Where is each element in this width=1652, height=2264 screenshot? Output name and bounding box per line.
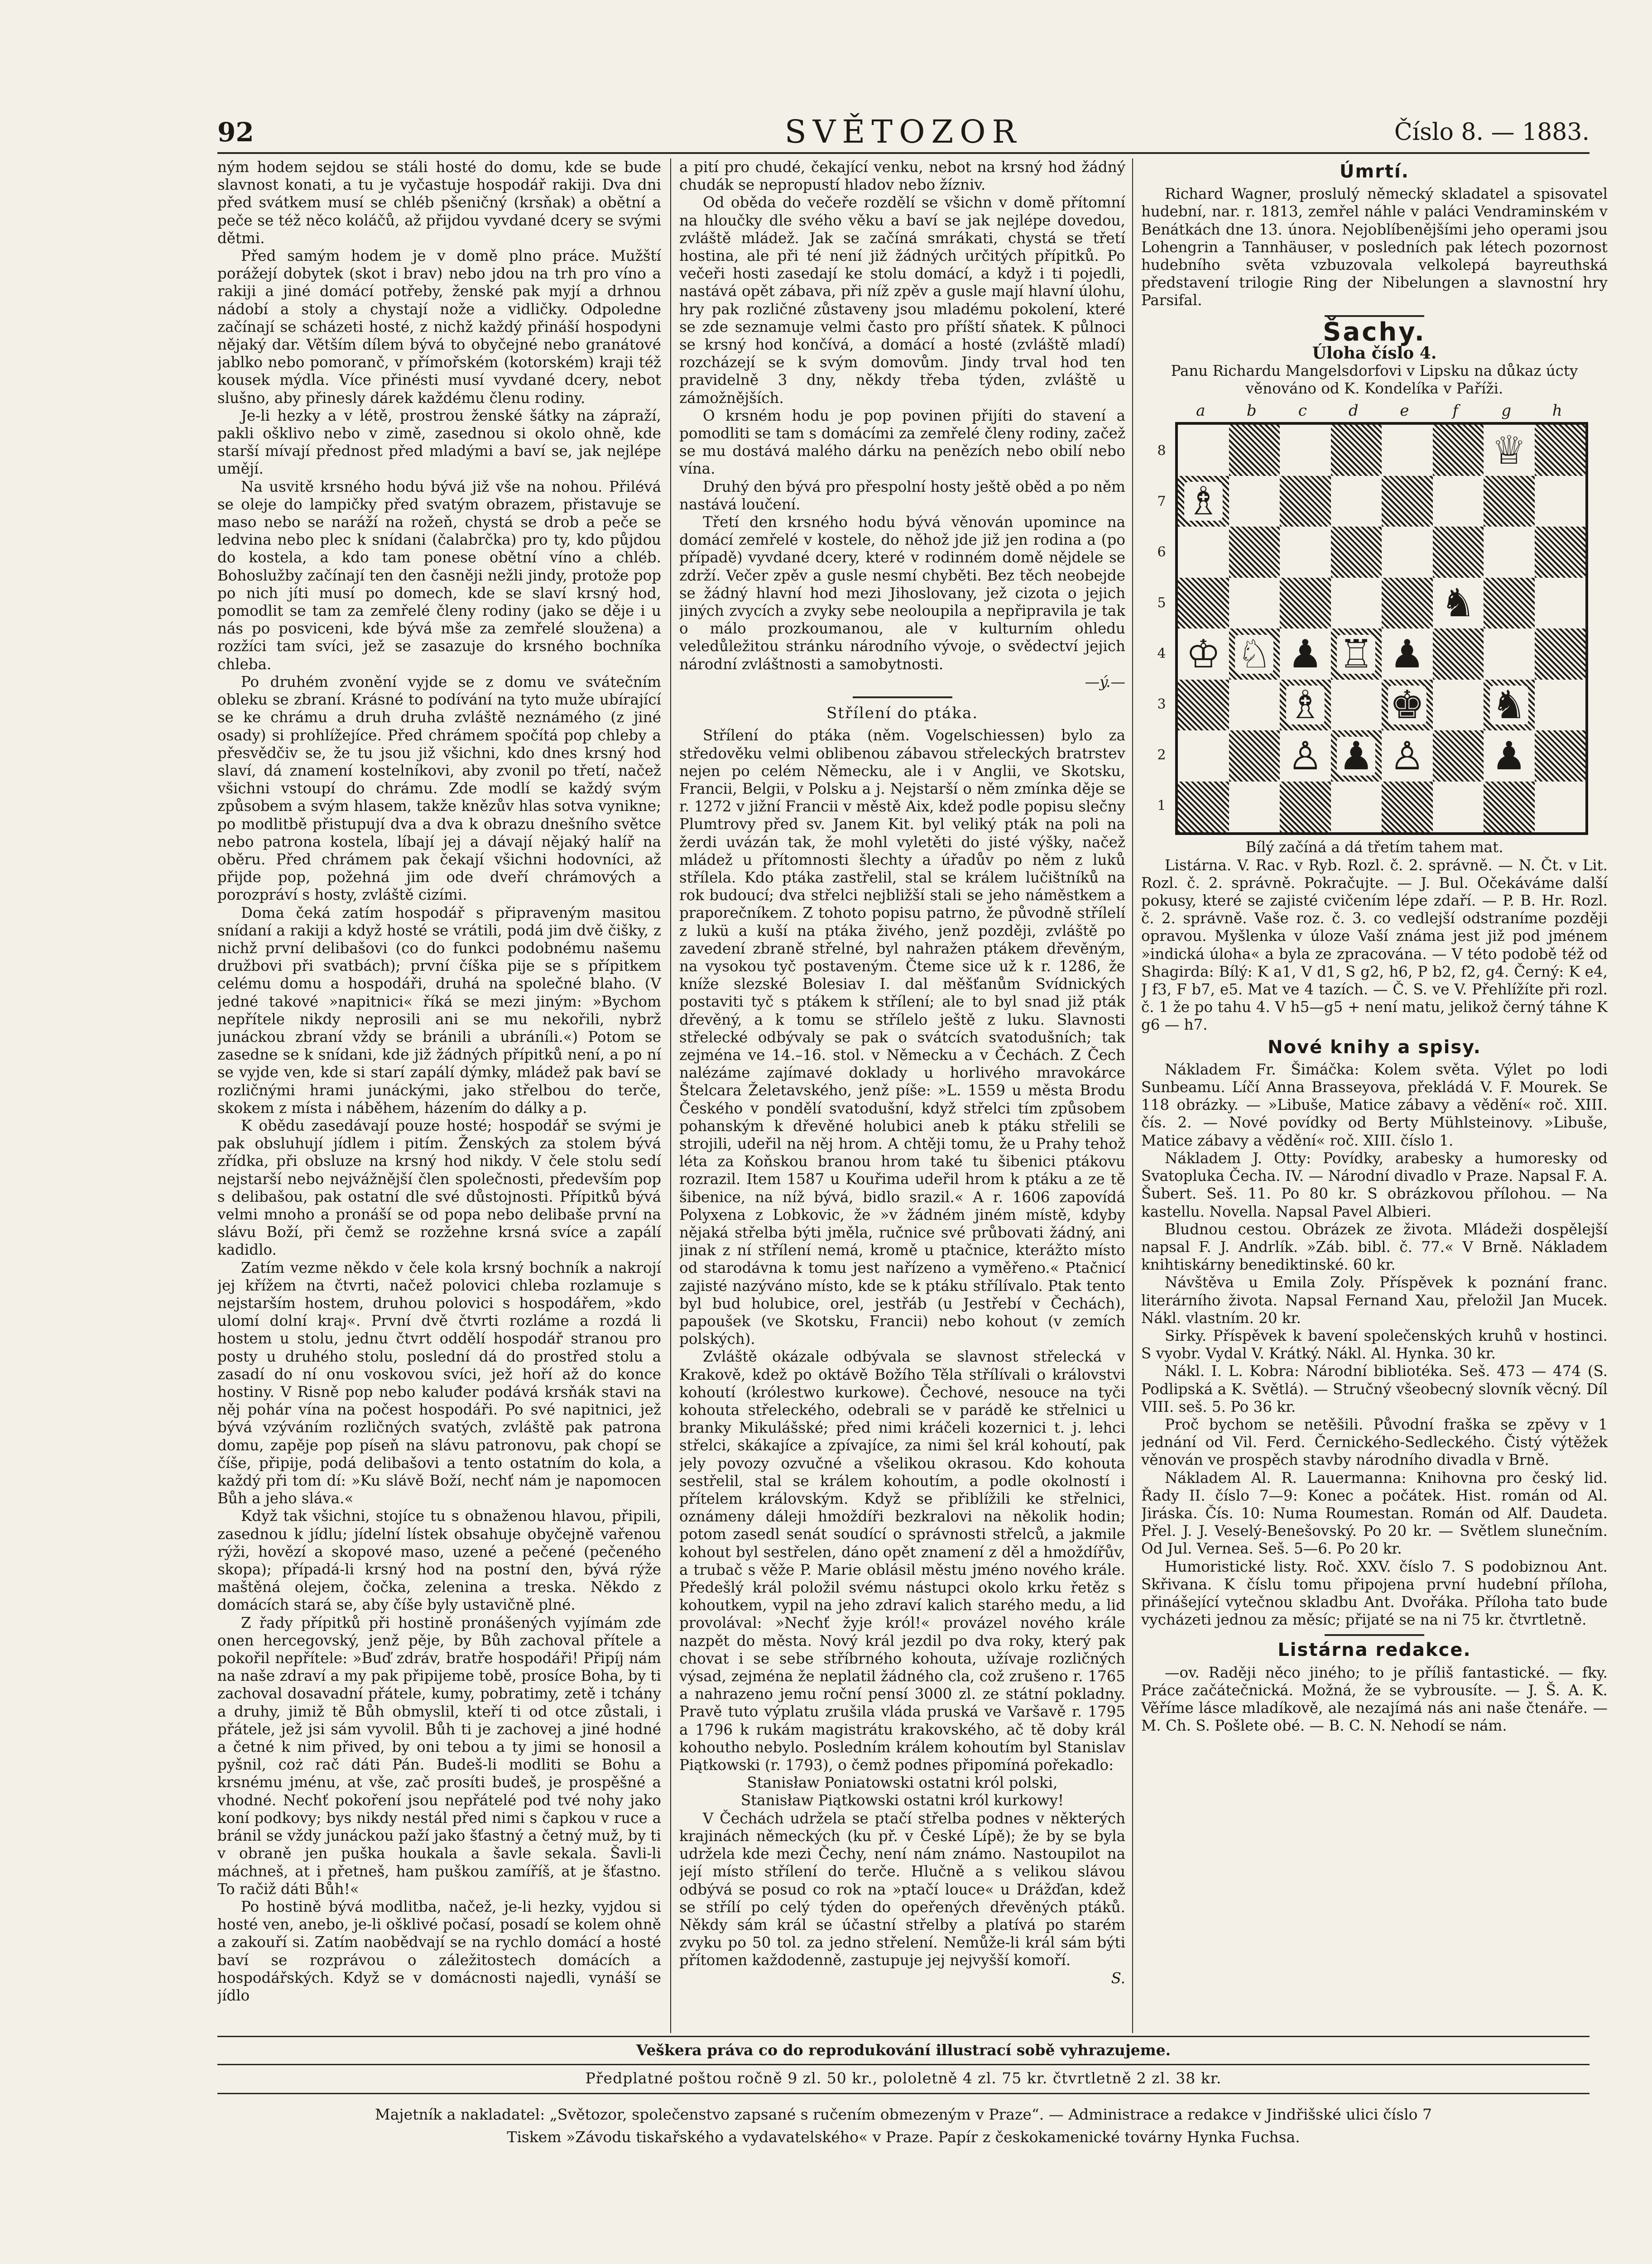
- footer-rule: [217, 2064, 1590, 2065]
- chess-piece: ♗: [1286, 686, 1325, 724]
- board-square: [1535, 628, 1586, 680]
- board-square: [1178, 476, 1229, 527]
- rank-label: 2: [1157, 747, 1166, 763]
- header-rule: [217, 152, 1590, 154]
- board-square: [1331, 425, 1382, 476]
- board-file-labels: [1175, 402, 1583, 422]
- books-heading: Nové knihy a spisy.: [1268, 1036, 1481, 1058]
- page-number: 92: [217, 117, 254, 148]
- paragraph: V Čechách udržela se ptačí střelba podnes v některých krajinách německých (ku př. v České Lípě); že by se byla udržela kde mezi Čechy, není nám známo. Nastoupilot na její místo střílení do terče. Hlučně a s velikou slávou odbývá se posud co rok na »ptačí louce« u Drážďan, kdež se střílí po celý týden do opeřených dřevěných ptáků. Někdy sám král se účastní střelby a platívá po starém zvyku po 50 tol. za jedno střelení. Nemůže-li král sám býti přítomen každodenně, zastupuje jej nejvyšší komoří.: [679, 1809, 1125, 1969]
- paragraph: Druhý den bývá pro přespolní hosty ještě oběd a po něm nastává loučení.: [679, 478, 1125, 513]
- footer-rule: [217, 2093, 1590, 2094]
- column-2: [679, 158, 1125, 2033]
- paragraph: Po hostině bývá modlitba, načež, je-li hezky, vyjdou si hosté ven, anebo, je-li ošklivé počasí, posadí se kolem ohně a zakouří si. Zatím naobědvají se na rychlo domácí a hosté baví se rozprávou o záležitostech domácích a hospodářských. Když se v domácnosti najedli, vynáší se jídlo: [217, 1898, 661, 2004]
- chess-piece: ♙: [1388, 737, 1426, 776]
- board-square: [1535, 578, 1586, 629]
- book-notice: Humoristické listy. Roč. XXV. číslo 7. S podobiznou Ant. Skřivana. K číslu tomu připojena první hudební příloha, přinášející vytečnou skladbu Ant. Dvořáka. Příloha tato bude vycházeti jednou za měsíc; přijaté se na ni 75 kr. čtvrtletně.: [1141, 1558, 1608, 1629]
- problem-dedication: Panu Richardu Mangelsdorfovi v Lipsku na důkaz úcty věnováno od K. Kondelíka v Paříži.: [1171, 362, 1578, 398]
- rank-label: 4: [1157, 646, 1166, 662]
- column-divider-right: [1132, 158, 1133, 2033]
- chess-piece: ♖: [1337, 635, 1375, 674]
- board-square: [1178, 782, 1229, 833]
- board-square: [1433, 527, 1484, 578]
- board-square: [1484, 476, 1535, 527]
- paragraph: Střílení do ptáka (něm. Vogelschiessen) bylo za středověku velmi oblibenou zábavou střeleckých bratrstev nejen po celém Německu, ale i v Anglii, ve Skotsku, Francii, Belgii, v Polsku a j. Nejstarší o něm zmínka děje se r. 1272 v jižní Francii v městě Aix, kdež podle popisu slečny Plumtrovy před sv. Janem Kit. byl veliký pták na poli na žerdi uvázán tak, že mohl vyletěti do jisté výšky, načež mládež u přítomnosti šlechty a úřadův po něm z luků střílela. Kdo ptáka zastřelil, stal se králem lučištníků na rok budoucí; dva střelci nejbližší stali se jeho náměstkem a praporečníkem. Z tohoto popisu patrno, že původně střílelí z lukü a kuší na ptáka živého, jenž později, zvláště po zavedení zbraně střelné, byl nahražen ptákem dřevěným, na vysokou tyč postaveným. Čteme sice už k r. 1286, že kníže slezské Bolesiav I. dal měšťanům Svídnických postaviti tyč s ptákem k střílení; ale to byl snad již pták dřevěný, a k tomu se střílelo ještě z luku. Slavnosti střelecké odbývaly se pak o svátcích svatodušních; tak zejména ve 14.–16. stol. v Německu a v Čechách. Z Čech nalézáme zajímavé doklady u horlivého mravokárce Štelcara Želetavského, jenž píše: »L. 1559 u města Brodu Českého v pondělí svatodušní, když střelci tím způsobem pohanským k dřevěné holubici aneb k ptáku střelili se strojili, udeřil na něj hrom. A chtěji tomu, že u Prahy tehož léta za Koňskou branou hrom také tu šibenici ptákovu rozrazil. Item 1587 u Kouřima udeřil hrom k ptáku a ze tě šibenice, na níž bývá, bidlo srazil.« A r. 1606 zapovídá Polyxena z Lobkovic, že »v žádném jiném místě, kdyby nějaká střelba býti jměla, ručnice své průbovati žádný, ani jinak z ní střílení nemá, kromě u ptačnice, kterážto místo od starodávna k tomu jest nařízeno a vyměřeno.« Ptačnicí zajisté nazýváno místo, kde se k ptáku střílívalo. Ptak tento byl bud holubice, orel, jestřáb (u Jestřebí v Čechách), papoušek (ve Skotsku, Francii) nebo kohout (v zemích polských).: [679, 727, 1125, 1348]
- book-notice: Nákl. I. L. Kobra: Národní bibliotéka. Seš. 473 — 474 (S. Podlipská a K. Světlá). — Stručný všeobecný slovník věcný. Díl VIII. seš. 5. Po 36 kr.: [1141, 1362, 1608, 1415]
- board-square: [1382, 425, 1433, 476]
- board-square: [1331, 578, 1382, 629]
- board-square: [1229, 527, 1280, 578]
- board-square: [1280, 527, 1331, 578]
- board-square: [1331, 680, 1382, 731]
- board-square: [1484, 527, 1535, 578]
- file-label: g: [1501, 402, 1512, 420]
- section-rule: [853, 696, 952, 698]
- board-square: [1433, 730, 1484, 782]
- rank-label: 8: [1157, 443, 1166, 459]
- board-square: [1280, 782, 1331, 833]
- chess-piece: ♞: [1490, 686, 1528, 724]
- file-label: b: [1246, 402, 1257, 420]
- file-label: e: [1400, 402, 1409, 420]
- paragraph: Po druhém zvonění vyjde se z domu ve svátečním obleku se zbraní. Krásné to podívání na tyto muže ubírající se ke chrámu a druh druha zvláště neznámého (z jiné osady) si prohlížejíce. Před chrámem spočítá pop chleby a přesvědčiv se, že tu jsou již všichni, kdo dnes krsný hod slaví, dá znamení kostelníkovi, aby zvonil po třetí, načež všichni vstoupí do chrámu. Zde modlí se každý svým způsobem a svým hlasem, takže knězův hlas sotva vyniknе; po modlitbě přistupují dva a dva k obrazu dnešního světce nebo patrona kostela, líbají jej a dávají nějaký halíř na oběru. Před chrámem pak čekají všichni hodovníci, až přijde pop, požehná jim ode dveří chrámových a porozpráví s hosty, zvláště cizími.: [217, 673, 661, 904]
- board-square: [1280, 425, 1331, 476]
- book-notice: Bludnou cestou. Obrázek ze života. Mládeži dospělejší napsal F. J. Andrlík. »Záb. bibl. č. 77.« V Brně. Nákladem knihtiskárny benediktinské. 60 kr.: [1141, 1220, 1608, 1274]
- paragraph: Od oběda do večeře rozdělí se všichn v domě přítomní na hloučky dle svého věku a baví se jak nejlépe dovedou, zvláště mládež. Jak se začíná smrákati, chystá se třetí hostina, ale při té není již žádných určitých přípitků. Po večeři hosti zasedají ke stolu domácí, a když i ti pojedli, nastává opět zábava, při níž zpěv a gusle mají hlavní úlohu, hry pak rozličné zůstaveny jsou mladému pokolení, které se zde seznamuje velmi často pro příští sňatek. K půlnoci se krsný hod končívá, a domácí a hosté (zvláště mladí) rozcházejí se k svým domovům. Jindy trval hod ten pravidelně 3 dny, někdy třeba týden, zvláště u zámožnějších.: [679, 194, 1125, 407]
- chess-piece: ♟: [1388, 635, 1426, 674]
- board-square: [1229, 730, 1280, 782]
- paragraph: a pití pro chudé, čekající venku, nebot na krsný hod žádný chudák se nepropustí hladov nebo žízniv.: [679, 158, 1125, 194]
- paragraph: Třetí den krsného hodu bývá věnován upomince na domácí zemřelé v kostele, do něhož jde již jen rodina a (po případě) vyvdané dcery, které v rodinném domě nějdele se zdrží. Večer zpěv a gusle nesmí chyběti. Bez těch neobejde se žádný hlavní hod mezi Jihoslovany, jež cizota o jejich jiných zvycích a zvyky sebe neoloupila a nepřipravila je tak o málo prozkoumanou, ale v kulturním ohledu veledůležitou stránku národního vývoje, o svědectví jejich národní zvláštnosti a samobytnosti.: [679, 513, 1125, 673]
- paragraph: ným hodem sejdou se stáli hosté do domu, kde se bude slavnost konati, a tu je vyčastuje hospodář rakiji. Dva dni před svátkem musí se chléb pšeničný (krsňak) a obětní a peče se též něco koláčů, až přijdou vyvdané dcery se svými dětmi.: [217, 158, 661, 247]
- chess-heading: Šachy.: [1323, 317, 1426, 347]
- board-square: [1280, 680, 1331, 731]
- column-divider-left: [670, 158, 671, 2033]
- chess-piece: ♟: [1286, 635, 1325, 674]
- board-square: [1178, 578, 1229, 629]
- board-square: [1484, 730, 1535, 782]
- book-notice: Návštěva u Emila Zoly. Příspěvek k poznání franc. literárního života. Napsal Fernand Xau, přeložil Jan Mucek. Nákl. vlastním. 20 kr.: [1141, 1274, 1608, 1327]
- board-square: [1280, 476, 1331, 527]
- board-square: [1229, 425, 1280, 476]
- verse-line: Stanisław Poniatowski ostatni król polski,: [747, 1774, 1058, 1792]
- board-square: [1382, 476, 1433, 527]
- books-list: [1141, 1061, 1608, 1629]
- board-square: [1433, 578, 1484, 629]
- chess-piece: ♟: [1337, 737, 1375, 776]
- book-notice: Nákladem Al. R. Lauermanna: Knihovna pro český lid. Řady II. číslo 7—9: Konec a počátek. Hist. román od Al. Jiráska. Čís. 10: Numa Roumestan. Román od Alf. Daudeta. Přel. J. J. Veselý-Benešovský. Po 20 kr. — Světlem slunečním. Od Jul. Vernea. Seš. 5—6. Po 20 kr.: [1141, 1469, 1608, 1558]
- board-square: [1280, 628, 1331, 680]
- board-square: [1280, 730, 1331, 782]
- board-square: [1484, 782, 1535, 833]
- board-square: [1331, 730, 1382, 782]
- author-signature: —ý.—: [1085, 673, 1125, 691]
- board-square: [1178, 628, 1229, 680]
- board-square: [1484, 680, 1535, 731]
- board-square: [1229, 782, 1280, 833]
- board-square: [1178, 425, 1229, 476]
- column-3: [1141, 158, 1608, 2033]
- issue-number: Číslo 8. — 1883.: [1394, 119, 1590, 146]
- paragraph: Zatím vezme někdo v čele kola krsný bochník a nakrojí jej křížem na čtvrti, načež polovici chleba rozlamuje s nejstarším hostem, druhou polovici s hospodářem, »kdo ulomí dolní kraj«. První dvě čtvrti rozláme a rozdá li hostem u stolu, jednu čtvrt oddělí hospodář stranou pro posty u druhého stolu, poslední dá do prostřed stolu a zasadí do ní onu voskovou svíci, jež hoří až do konce hostiny. V Risně pop nebo kaluđer podává krsňák stavi na něj pohár vína na počest hospodáři. Po své napitnici, jež bývá vzýváním rozličných svatých, zvláště pak patrona domu, zapěje pop píseň na slávu patronovu, pak chopí se číše, připije, podá delibašovi a tento ostatním do kola, a každý při tom dí: »Ku slávě Boží, nechť nám je napomocen Bůh a jeho sláva.«: [217, 1259, 661, 1507]
- paragraph: Na usvitě krsného hodu bývá již vše na nohou. Přilévá se oleje do lampičky před svatým obrazem, přistavuje se maso nebo se naráží na rožeň, chystá se drob a peče se ledvina nebo plec k snídani (čalabrčka) pro ty, kdo půjdou do kostela, a kdo tam ponese obětní víno a chléb. Bohoslužby začínají ten den časněji nežli jindy, protože pop po nich jíti musí po domech, kde se slaví krsný hod, pomodlit se tam za zemřelé členy rodiny (jako se děje i u nás po posviceni, kde bývá mše za zemřelé sloužena) a rozžíci tam svíci, jež se zasazuje do krsného bochníka chleba.: [217, 478, 661, 673]
- chess-piece: ♟: [1490, 737, 1528, 776]
- page-header: [217, 113, 1590, 149]
- file-label: c: [1298, 402, 1307, 420]
- section-rule: [1325, 1634, 1424, 1636]
- board-square: [1280, 578, 1331, 629]
- author-signature: S.: [1111, 1969, 1125, 1987]
- masthead-title: SVĚTOZOR: [784, 113, 1023, 150]
- paragraph: Když tak všichni, stojíce tu s obnaženou hlavou, připili, zasednou k jídlu; jídelní lístek obsahuje obyčejně vařenou rýži, hovězí a skopové maso, uzené a pečené (pečeného skopa); případá-li krsný hod na postní den, bývá rýže maštěná olejem, čočka, zelenina a treska. Někdo z domácích stará se, aby číše byly ustavičně plné.: [217, 1507, 661, 1614]
- board-square: [1382, 730, 1433, 782]
- problem-title: Úloha číslo 4.: [1312, 343, 1437, 363]
- board-square: [1535, 527, 1586, 578]
- board-square: [1382, 578, 1433, 629]
- board-square: [1433, 680, 1484, 731]
- file-label: f: [1452, 402, 1459, 420]
- board-square: [1535, 680, 1586, 731]
- board-square: [1229, 578, 1280, 629]
- footer-rule: [217, 2036, 1590, 2037]
- rank-label: 6: [1157, 544, 1166, 561]
- board-square: [1535, 730, 1586, 782]
- book-notice: Proč bychom se netěšili. Původní fraška se zpěvy v 1 jednání od Vil. Ferd. Černického-Sedleckého. Čistý výtěžek věnován ve prospěch stavby národního divadla v Brně.: [1141, 1415, 1608, 1469]
- board-square: [1331, 782, 1382, 833]
- publisher-info: Majetník a nakladatel: „Světozor, společenstvo zapsané s ručením obmezeným v Praze“. — Administrace a redakce v Jindřišské ulici číslo 7: [375, 2106, 1432, 2123]
- rank-label: 7: [1157, 494, 1166, 510]
- board-square: [1535, 476, 1586, 527]
- section-heading: Střílení do ptáka.: [826, 704, 979, 723]
- board-square: [1433, 425, 1484, 476]
- board-square: [1229, 680, 1280, 731]
- board-square: [1484, 628, 1535, 680]
- board-square: [1535, 782, 1586, 833]
- problem-caption: Bílý začíná a dá třetím tahem mat.: [1245, 839, 1503, 856]
- board-square: [1331, 527, 1382, 578]
- board-square: [1229, 476, 1280, 527]
- board-square: [1331, 476, 1382, 527]
- board-square: [1382, 782, 1433, 833]
- chess-piece: ♚: [1388, 686, 1426, 724]
- board-square: [1331, 628, 1382, 680]
- board-square: [1484, 425, 1535, 476]
- board-rank-labels: [1148, 426, 1175, 831]
- chess-piece: ♞: [1439, 584, 1477, 623]
- board-square: [1433, 476, 1484, 527]
- board-square: [1178, 527, 1229, 578]
- book-notice: Sirky. Příspěvek k bavení společenských kruhů v hostinci. S vyobr. Vydal V. Krátký. Nákl. Al. Hynka. 30 kr.: [1141, 1327, 1608, 1362]
- chess-diagram: [1148, 402, 1601, 835]
- file-label: a: [1196, 402, 1205, 420]
- board-square: [1535, 425, 1586, 476]
- column-1: [217, 158, 661, 2033]
- editorial-letters-text: —ov. Raději něco jiného; to je příliš fantastické. — fky. Práce začátečnická. Možná, že se vybrousíte. — J. Š. A. K. Věříme lásce mladíkově, ale nezajímá nás ani naše čtenáře. — M. Ch. S. Pošlete obé. — B. C. N. Nehodí se nám.: [1141, 1664, 1608, 1735]
- board-square: [1433, 628, 1484, 680]
- paragraph: K obědu zasedávají pouze hosté; hospodář se svými je pak obsluhují jídlem i pitím. Ženských za stolem bývá zřídka, při obsluze na krsný hod nikdy. V čele stolu sedí nejstarší nebo nejvážnější člen společnosti, především pop s delibašou, pak ostatní dle své důstojnosti. Přípitků bývá velmi mnoho a pronáší se od popa nebo delibaše první na slávu Boží, při čemž se rozžehne krsná svíce a zapálí kadidlo.: [217, 1117, 661, 1259]
- obituary-heading: Úmrtí.: [1340, 161, 1409, 182]
- board-square: [1484, 578, 1535, 629]
- chess-piece: ♕: [1490, 431, 1528, 470]
- file-label: h: [1552, 402, 1562, 420]
- board-square: [1382, 680, 1433, 731]
- printer-info: Tiskem »Závodu tiskařského a vydavatelského« v Praze. Papír z českokamenické továrny Hynka Fuchsa.: [507, 2128, 1300, 2146]
- board-square: [1229, 628, 1280, 680]
- board-square: [1178, 680, 1229, 731]
- chess-piece: ♙: [1286, 737, 1325, 776]
- chess-board: [1175, 422, 1588, 835]
- chess-letters: Listárna. V. Rac. v Ryb. Rozl. č. 2. správně. — N. Čt. v Lit. Rozl. č. 2. správně. Pokračujte. — J. Bul. Očekáváme další pokusy, které se zajisté cvičením lépe zdaří. — P. B. Hr. Rozl. č. 2. správně. Vaše roz. č. 3. co vedlejší odstraníme později opravou. Myšlenka v úloze Vaší známa jest již pod jménem »indická úloha« a byla ze zpracována. — V této podobě též od Shagirda: Bílý: K a1, V d1, S g2, h6, P b2, f2, g4. Černý: K e4, J f3, F b7, e5. Mat ve 4 tazích. — Č. S. ve V. Přehlížíte při rozl. č. 1 že po tahu 4. V h5—g5 + není matu, jelikož černý táhne K g6 — h7.: [1141, 856, 1608, 1034]
- rank-label: 1: [1157, 798, 1166, 814]
- board-square: [1382, 527, 1433, 578]
- paragraph: Z řady přípitků při hostině pronášených vyjímám zde onen hercegovský, jenž pěje, by Bůh zachoval přítele a pokořil nepřítele: »Buď zdráv, bratře hospodáři! Připíj nám na naše zdraví a my pak připijeme tobě, prosíce Boha, by ti zachoval dosavadní přátele, kumy, pobratimy, zetě i tchány a druhy, jimiž tě Bůh obmyslil, kteří ti od otce zůstali, i přátele, jež jsi sám vyvolil. Bůh ti je zachovej a jiné hodné a četné k nim přived, by oni tebou a ty jimi se honosil a pyšnil, coż rač dáti Pán. Budeš-li modliti se Bohu a krsnému jménu, at vše, zač prosíti budeš, je prospěšné a vhodné. Nechť pokoření jsou nepřátelé pod tvé nohy jako koní podkovy; bys nikdy nestál před nimi s čapkou v ruce a bránil se vždy junáckou paží jako šťastný a četný muž, by ti v obraně jen puška houkala a šavle sekala. Šavli-li máchneš, at i přetneš, ham puškou zamíříš, at je šťastno. To račiž dáti Bůh!«: [217, 1614, 661, 1898]
- editorial-letters-heading: Listárna redakce.: [1277, 1640, 1471, 1661]
- rank-label: 3: [1157, 696, 1166, 713]
- section-rule: [1325, 315, 1424, 317]
- rank-label: 5: [1157, 595, 1166, 611]
- paragraph: O krsném hodu je pop povinen přijíti do stavení a pomodliti se tam s domácími za zemřelé členy rodiny, začež se mu dostává malého dárku na penězích nebo obilí nebo vína.: [679, 407, 1125, 478]
- chess-piece: ♗: [1184, 482, 1223, 521]
- board-square: [1433, 782, 1484, 833]
- paragraph: Zvláště okázale odbývala se slavnost střelecká v Krakově, kdež po oktávě Božího Těla střílívali o královstvi kohoutí (królestwo kurkowe). Čechové, nesouce na tyči kohouta střeleckého, odebrali se v parádě ke střelnici u branky Mikulášské; před nimi kráčeli kozernici t. j. lehci střelci, skákajíce a zpívajíce, za nimi šel král kohoutí, pak jely povozy ozvučné a všelikou okrasou. Kdo kohouta sestřelil, stal se králem kohoutím, a podle okolností i přítelem královským. Když se přiblížili ke střelnici, oznámeny dáleji hmoždíři bezkralovi na několik hodin; potom zasedl senát soudící o správnosti střelců, a jakmile kohout byl sestřelen, dáno opět znamení z děl a hmoždířův, a trubač s věže P. Marie oblásil městu jméno nového krále. Předešlý král položil svému nástupci okolo krku řetěz s kohoutkem, vypil na jeho zdraví kalich starého medu, a lid provolával: »Nechť žyje król!« provázel nového krále nazpět do města. Nový král jezdil po dva roky, který pak chovat i se sebe stříbrného kohouta, užívaje rozličných výsad, zejména že neplatil žádného cla, což zrušeno r. 1765 a nahrazeno jemu roční pensí 3000 zl. ze státní pokladny. Pravě tuto výplatu zrušila vláda pruská ve Varšavě r. 1795 a 1796 k rukám magistrátu krakovského, ač tě doby král kohoutho nebylo. Posledním králem kohoutím byl Stanislav Piątkowski (r. 1793), o čemž podnes připomíná pořekadlo:: [679, 1348, 1125, 1774]
- paragraph: Před samým hodem je v domě plno práce. Mužští porážejí dobytek (skot i brav) nebo jdou na trh pro víno a rakiji a jiné domácí potřeby, ženské pak myjí a drhnou nádobí a stoly a chystají nože a vidličky. Odpoledne začínají se scházeti hosté, z nichž každý přináší hospodyni nějaký dar. Větším dílem bývá to obyčejné nebo granátové jablko nebo pomoranč, v přímořském (kotorském) kraji též kousek mýdla. Více přinésti musí vyvdané dcery, nebot slušno, aby přinesly dárek každému členu rodiny.: [217, 247, 661, 407]
- file-label: d: [1348, 402, 1359, 420]
- book-notice: Nákladem J. Otty: Povídky, arabesky a humoresky od Svatopluka Čecha. IV. — Národní divadlo v Praze. Napsal F. A. Šubert. Seš. 11. Po 80 kr. S obrázkovou přílohou. — Na kastellu. Novella. Napsal Pavel Albieri.: [1141, 1149, 1608, 1220]
- rights-notice: Veškera práva co do reprodukování illustrací sobě vyhrazujeme.: [636, 2041, 1171, 2059]
- paragraph: Je-li hezky a v létě, prostrou ženské šátky na zápraží, pakli ošklivo nebo v zimě, zasednou si okolo ohně, kde starší mívají přednost před mladými a baví se, jak nejlépe umějí.: [217, 407, 661, 478]
- book-notice: Nákladem Fr. Šimáčka: Kolem světa. Výlet po lodi Sunbeamu. Líčí Anna Brasseyova, překládá V. F. Mourek. Se 118 obrázky. — »Libuše, Matice zábavy a vědění« roč. XIII. čís. 2. — Nové povídky od Berty Mühlsteinovy. »Libuše, Matice zábavy a vědění« roč. XIII. číslo 1.: [1141, 1060, 1608, 1149]
- chess-piece: ♔: [1184, 635, 1223, 674]
- board-square: [1382, 628, 1433, 680]
- subscription-info: Předplatné poštou ročně 9 zl. 50 kr., pololetně 4 zl. 75 kr. čtvrtletně 2 zl. 38 kr.: [585, 2069, 1222, 2087]
- verse-line: Stanisław Piątkowski ostatni król kurkowy!: [740, 1792, 1064, 1809]
- obituary-text: Richard Wagner, proslulý německý skladatel a spisovatel hudební, nar. r. 1813, zemřel náhle v paláci Vendraminském v Benátkách dne 13. února. Nejoblíbenějšími jeho operami jsou Lohengrin a Tannhäuser, v posledních pak létech pozornost hudebního světa vzbuzovala velkolepá bayreuthská představení trilogie Ring der Nibelungen a slavnostní hry Parsifal.: [1141, 185, 1608, 309]
- board-square: [1178, 730, 1229, 782]
- chess-piece: ♘: [1235, 635, 1273, 674]
- paragraph: Doma čeká zatím hospodář s připraveným masitou snídaní a rakiji a když hosté se vrátili, podá jim dvě čišky, z nichž první delibašovi (co do funkci podobnému našemu družbovi při svatbách); první číška pije se s přípitkem celému domu a hospodáři, druhá na společné blaho. (V jedné takové »napitnici« říká se mezi jiným: »Bychom nepřítele nikdy neprosili ani se mu nekořili, nybrž junáckou zbraní vždy se bránili a ubráníli.«) Potom se zasedne se k snídani, kde již žádných přípitků není, a po ní se vyjde ven, kde si starí zapálí dýmky, mládež pak baví se rozličnými hrami junáckými, jako střelbou do terče, skokem z místa i náběhem, házením do dálky a p.: [217, 904, 661, 1117]
